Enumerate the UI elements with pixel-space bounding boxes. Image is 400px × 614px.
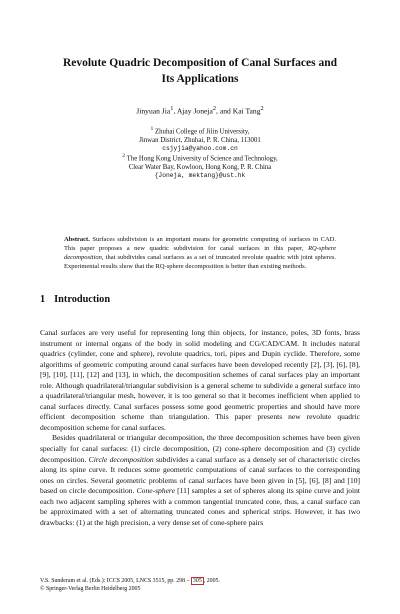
- author-affiliation-mark: 1: [170, 105, 174, 112]
- abstract: [64, 236, 336, 272]
- affiliation-1: [60, 125, 340, 154]
- copyright-text: © Springer-Verlag Berlin Heidelberg 2005: [40, 586, 141, 592]
- section-heading: [40, 294, 110, 305]
- author-name: Jinyuan Jia: [136, 106, 171, 116]
- paragraph-text: Besides quadrilateral or triangular decomposition, the three decomposition schemes have been given specially for canal surfaces: (1) circle decomposition, (2) cone-sphere decomposition and (3) cyclide decomposition.: [40, 433, 360, 464]
- author-affiliation-mark: 2: [260, 105, 264, 112]
- page-range-end: 305: [192, 578, 202, 584]
- citation-text: , 2005.: [203, 578, 220, 584]
- paragraph: [40, 433, 360, 528]
- page-footer: [40, 577, 360, 593]
- affiliation-email: {Joneja, mektang}@ust.hk: [154, 172, 246, 180]
- affiliation-name: The Hong Kong University of Science and Technology,: [125, 155, 278, 163]
- abstract-text: , that subdivides canal surfaces as a set of truncated revolute quadric with joint spheres. Experimental results show that the RQ-sphere decomposition is better than existing methods.: [64, 253, 336, 270]
- author-affiliation-mark: 2: [212, 105, 217, 112]
- author-name: Ajay Joneja: [176, 106, 213, 116]
- author-separator: , and: [216, 106, 233, 116]
- title-line-1: Revolute Quadric Decomposition of Canal Surfaces and: [62, 57, 338, 69]
- abstract-emphasis: RQ-sphere decomposition: [64, 244, 336, 261]
- abstract-text: Surfaces subdivision is an important means for geometric computing of surfaces in CAD. This paper proposes a new quadric subdivision for canal surfaces in this paper,: [64, 236, 336, 252]
- affiliation-mark: 1: [150, 126, 154, 132]
- citation-text: V.S. Sunderam et al. (Eds.): ICCS 2005, LNCS 3515, pp. 298 –: [40, 578, 191, 584]
- affiliation-name: Zhuhai College of Jilin University,: [153, 128, 250, 136]
- paper-title: [40, 55, 360, 87]
- body-text: [40, 328, 360, 528]
- paragraph: Canal surfaces are very useful for representing long thin objects, for instance, poles, 3D fonts, brass instrument or internal organs of the body in solid modeling and CG/CAD/CAM. It includes natural quadrics (cylinder, cone and sphere), revolute quadrics, tori, pipes and Dupin cyclide. Therefore, some algorithms of geometric computing around canal surfaces have been developed recently [2], [3], [6], [8], [9], [10], [11], [12] and [13], in which, the decomposition schemes of canal surfaces play an important role. Although quadrilateral/triangular subdivision is a general scheme to subdivide a general surface into a quadrilateral/triangular mesh, however, it is too general so that it becomes inefficient when applied to canal surfaces directly. Canal surfaces possess some good geometric properties and should have more efficient decomposition scheme than triangulation. This paper presents new revolute quadric decomposition scheme for canal surfaces.: [40, 328, 360, 432]
- abstract-label: Abstract.: [64, 236, 90, 243]
- author-list: [40, 104, 360, 117]
- affiliation-address: Jinwan District, Zhuhai, P. R. China, 113001: [139, 136, 261, 144]
- affiliation-address: Clear Water Bay, Kowloon, Hong Kong, P. R. China: [128, 163, 272, 171]
- author-separator: ,: [173, 106, 177, 116]
- affiliation-2: [60, 152, 340, 181]
- paragraph-emphasis: Cone-sphere: [136, 486, 175, 496]
- affiliation-email: csjyjia@yahoo.com.cn: [162, 145, 238, 153]
- paragraph-text: [11] samples a set of spheres along its spine curve and joint each two adjacent sampling spheres with a common tangential truncated cone, thus, a canal surface can be approximated with a set of alternating truncated cones and spherical strips. However, it has two drawbacks: (1) at the high precision, a very dense set of cone-sphere pairs: [40, 486, 360, 527]
- section-number: 1: [40, 294, 46, 305]
- paragraph-text: subdivides a canal surface as a densely set of characteristic circles along its spine curve. It reduces some geometric computations of canal surfaces to the corresponding ones on circles. Several geometric problems of canal surfaces have been given in [5], [6], [8] and [10] based on circle decomposition.: [40, 454, 360, 496]
- affiliation-mark: 2: [122, 153, 126, 159]
- title-line-2: Its Applications: [161, 73, 239, 85]
- author-name: Kai Tang: [232, 106, 261, 116]
- section-title: Introduction: [54, 294, 111, 305]
- paragraph-emphasis: Circle decomposition: [88, 454, 154, 464]
